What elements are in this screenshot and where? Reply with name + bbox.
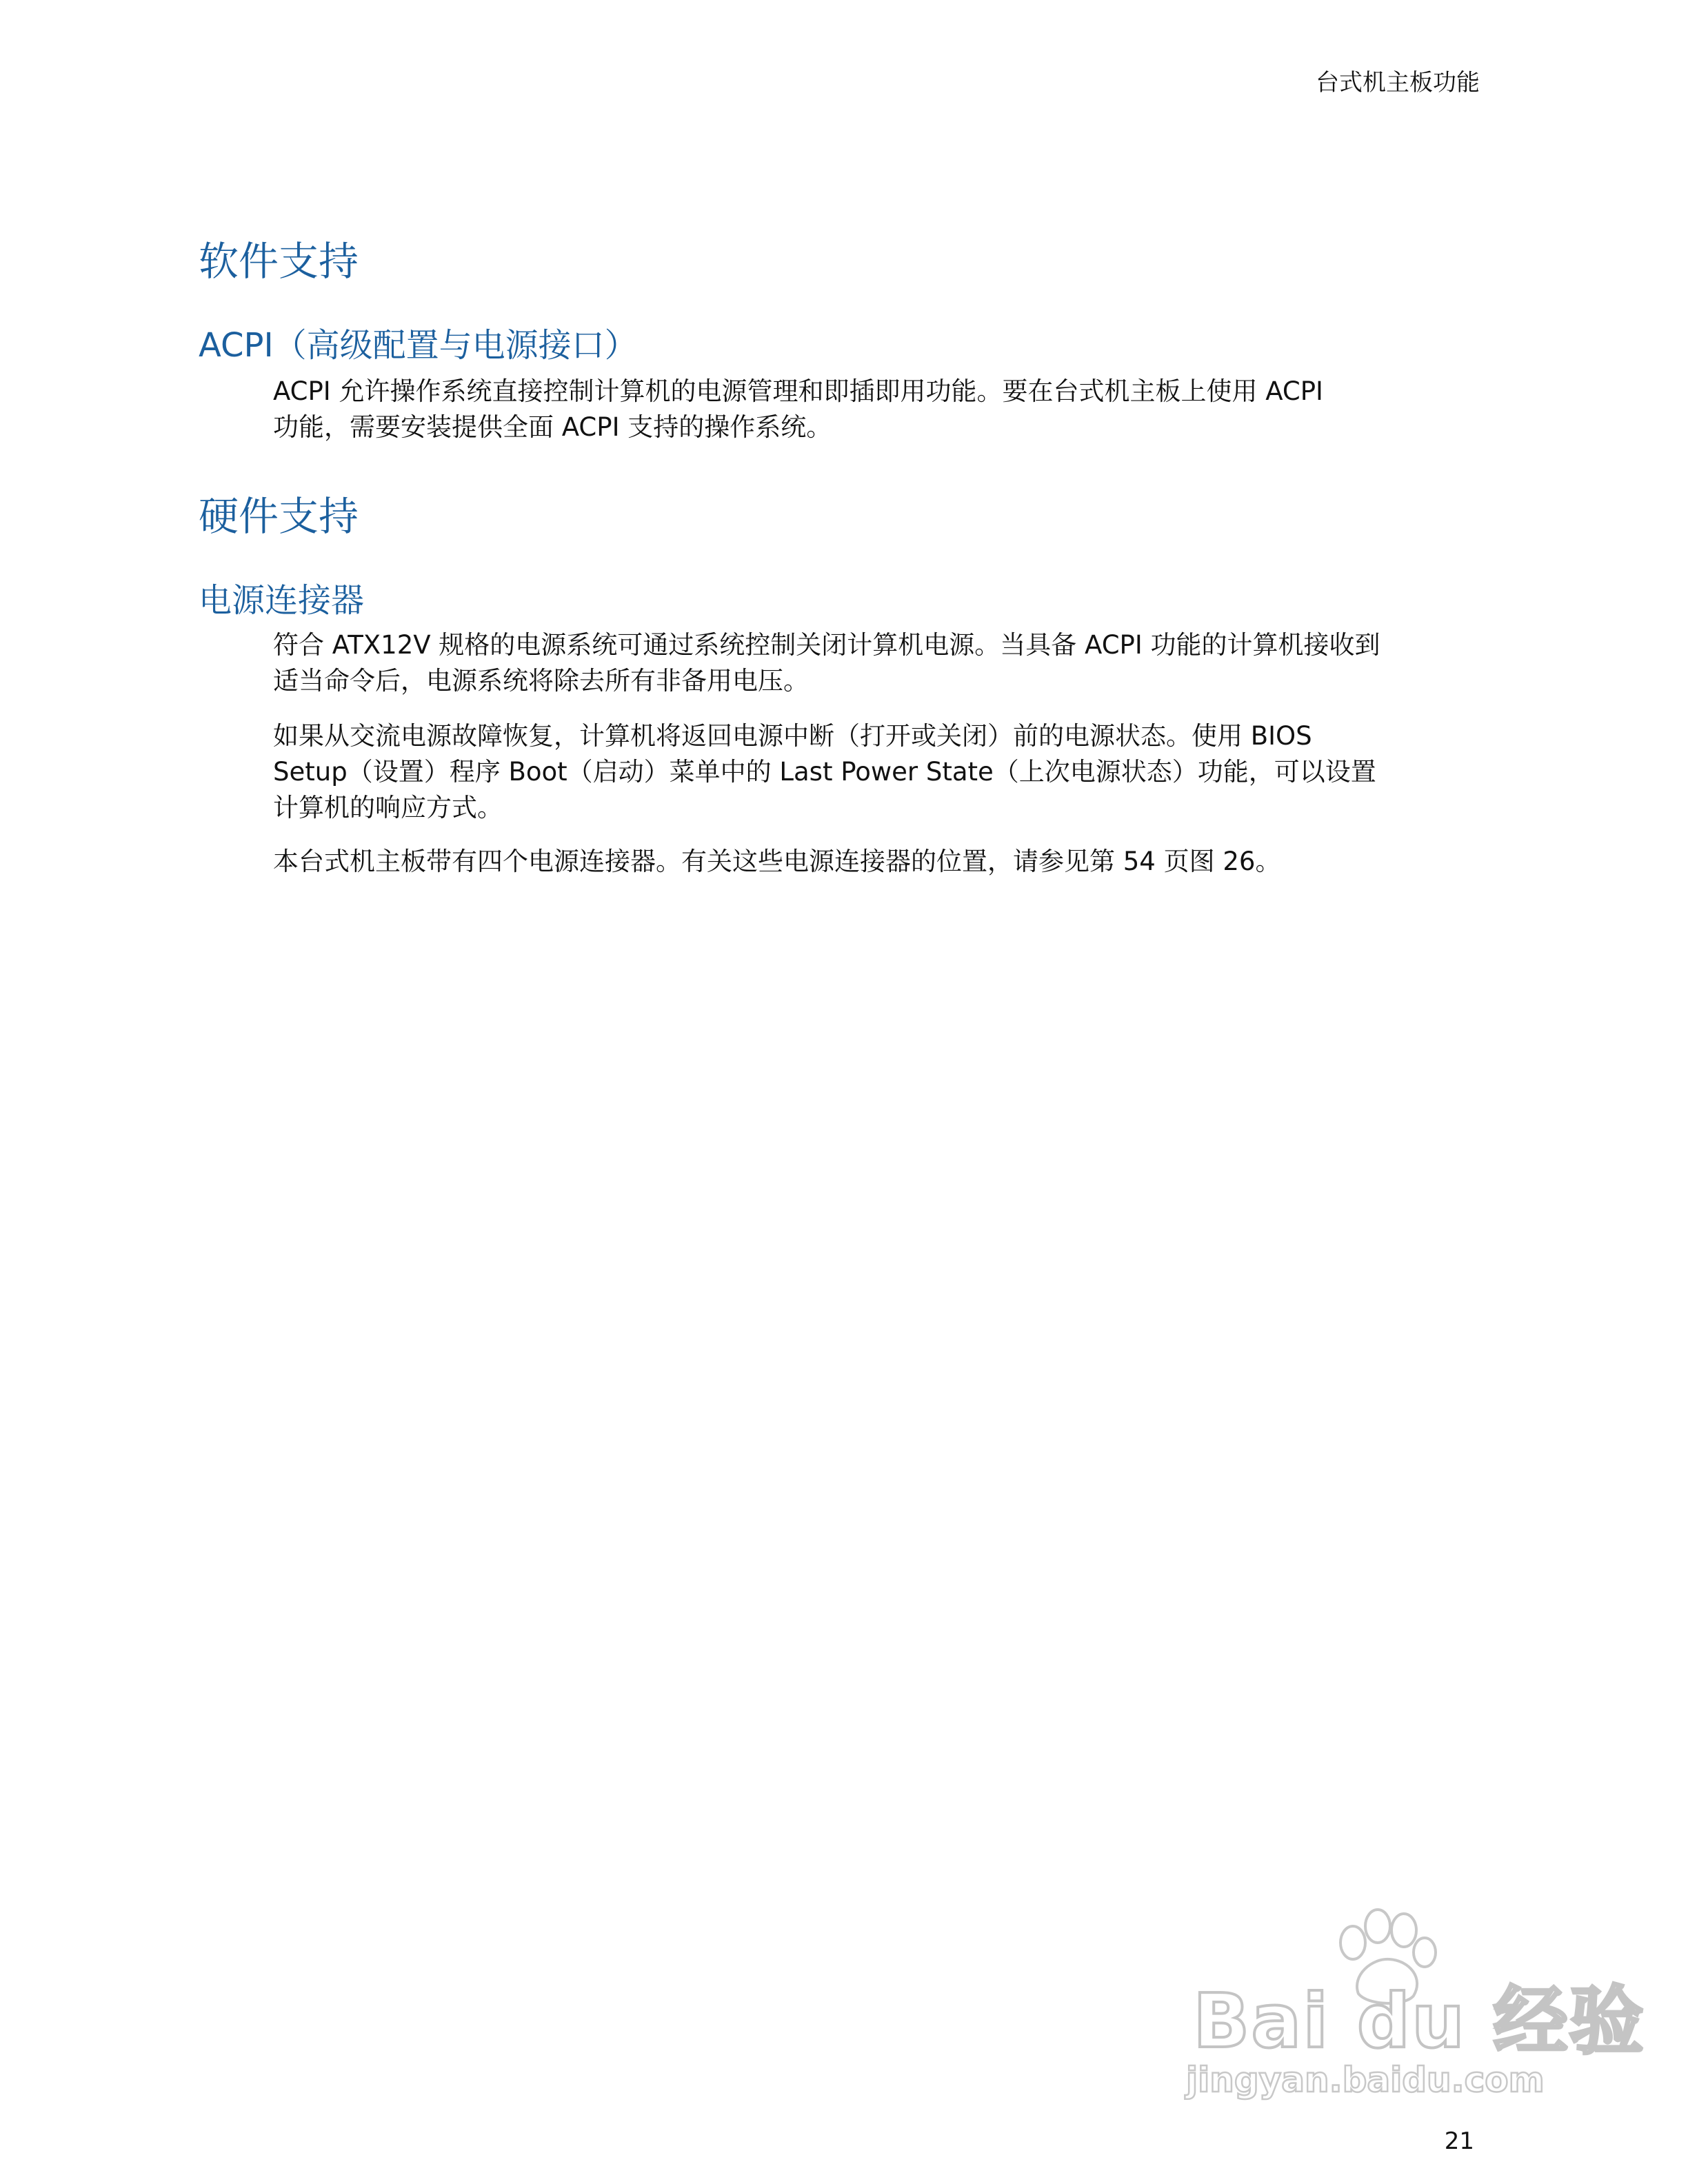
text-line: 功能，需要安装提供全面 ACPI 支持的操作系统。: [273, 412, 832, 442]
text-line: 本台式机主板带有四个电源连接器。有关这些电源连接器的位置，请参见第 54 页图 26。: [273, 847, 1281, 876]
running-header: 台式机主板功能: [1316, 69, 1480, 97]
section-title-hardware: 硬件支持: [199, 493, 359, 540]
text-line: ACPI 允许操作系统直接控制计算机的电源管理和即插即用功能。要在台式机主板上使用 ACPI: [273, 376, 1323, 406]
subsection-heading-acpi: ACPI（高级配置与电源接口）: [199, 326, 638, 365]
text-line: 适当命令后，电源系统将除去所有非备用电压。: [273, 666, 809, 696]
power-paragraph-1: [273, 627, 1500, 699]
power-paragraph-3: [273, 844, 1500, 880]
text-line: 计算机的响应方式。: [273, 793, 503, 822]
section-title-software: 软件支持: [199, 238, 359, 285]
watermark-url: jingyan.baidu.com: [1186, 2060, 1545, 2100]
acpi-paragraph: [273, 374, 1500, 445]
text-line: Setup（设置）程序 Boot（启动）菜单中的 Last Power State（上次电源状态）功能，可以设置: [273, 757, 1376, 787]
baidu-jingyan-watermark: [1172, 1903, 1645, 2110]
watermark-brand: Bai du 经验: [1193, 1979, 1645, 2065]
text-line: 符合 ATX12V 规格的电源系统可通过系统控制关闭计算机电源。当具备 ACPI 功能的计算机接收到: [273, 630, 1380, 660]
subsection-heading-power-connectors: 电源连接器: [199, 581, 365, 620]
power-paragraph-2: [273, 718, 1500, 826]
text-line: 如果从交流电源故障恢复，计算机将返回电源中断（打开或关闭）前的电源状态。使用 BIOS: [273, 721, 1312, 751]
page-number: 21: [1444, 2127, 1474, 2155]
